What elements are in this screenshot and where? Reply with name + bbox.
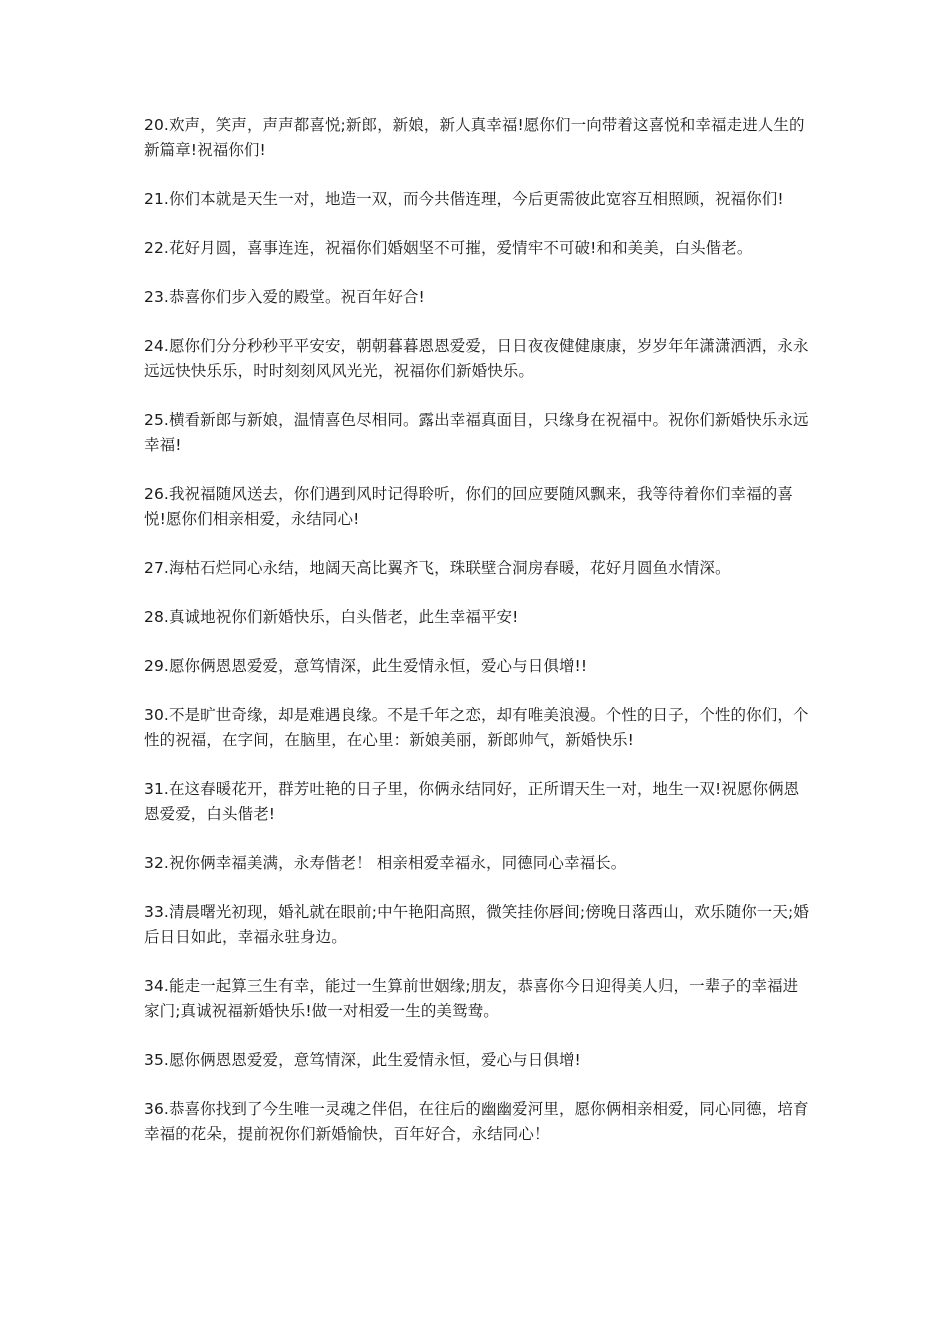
paragraph-26: 26.我祝福随风送去，你们遇到风时记得聆听，你们的回应要随风飘来，我等待着你们幸福的喜悦!愿你们相亲相爱，永结同心!: [144, 485, 793, 528]
paragraph-20: 20.欢声，笑声，声声都喜悦;新郎，新娘，新人真幸福!愿你们一向带着这喜悦和幸福走进人生的新篇章!祝福你们!: [144, 116, 805, 159]
paragraph-27: 27.海枯石烂同心永结，地阔天高比翼齐飞，珠联壁合洞房春暖，花好月圆鱼水情深。: [144, 559, 731, 577]
paragraph-35: 35.愿你俩恩恩爱爱，意笃情深，此生爱情永恒，爱心与日俱增!: [144, 1051, 581, 1069]
paragraph-28: 28.真诚地祝你们新婚快乐，白头偕老，此生幸福平安!: [144, 608, 519, 626]
document-page: [144, 113, 812, 1171]
paragraph-29: 29.愿你俩恩恩爱爱，意笃情深，此生爱情永恒，爱心与日俱增!!: [144, 657, 588, 675]
paragraph-30: 30.不是旷世奇缘，却是难遇良缘。不是千年之恋，却有唯美浪漫。个性的日子，个性的你们，个性的祝福，在字间，在脑里，在心里：新娘美丽，新郎帅气，新婚快乐!: [144, 706, 809, 749]
paragraph-36: 36.恭喜你找到了今生唯一灵魂之伴侣，在往后的幽幽爱河里，愿你俩相亲相爱，同心同德，培育幸福的花朵，提前祝你们新婚愉快，百年好合，永结同心！: [144, 1100, 809, 1143]
paragraph-33: 33.清晨曙光初现，婚礼就在眼前;中午艳阳高照，微笑挂你唇间;傍晚日落西山，欢乐随你一天;婚后日日如此，幸福永驻身边。: [144, 903, 809, 946]
paragraph-31: 31.在这春暖花开，群芳吐艳的日子里，你俩永结同好，正所谓天生一对，地生一双!祝愿你俩恩恩爱爱，白头偕老!: [144, 780, 800, 823]
paragraph-23: 23.恭喜你们步入爱的殿堂。祝百年好合!: [144, 288, 425, 306]
paragraph-25: 25.横看新郎与新娘，温情喜色尽相同。露出幸福真面目，只缘身在祝福中。祝你们新婚快乐永远幸福!: [144, 411, 809, 454]
paragraph-24: 24.愿你们分分秒秒平平安安，朝朝暮暮恩恩爱爱，日日夜夜健健康康，岁岁年年潇潇洒洒，永永远远快快乐乐，时时刻刻风风光光，祝福你们新婚快乐。: [144, 337, 809, 380]
paragraph-22: 22.花好月圆，喜事连连，祝福你们婚姻坚不可摧，爱情牢不可破!和和美美，白头偕老。: [144, 239, 753, 257]
paragraph-34: 34.能走一起算三生有幸，能过一生算前世姻缘;朋友，恭喜你今日迎得美人归，一辈子的幸福进家门;真诚祝福新婚快乐!做一对相爱一生的美鸳鸯。: [144, 977, 799, 1020]
paragraph-21: 21.你们本就是天生一对，地造一双，而今共偕连理，今后更需彼此宽容互相照顾，祝福你们!: [144, 190, 784, 208]
paragraph-32: 32.祝你俩幸福美满，永寿偕老！ 相亲相爱幸福永，同德同心幸福长。: [144, 854, 627, 872]
